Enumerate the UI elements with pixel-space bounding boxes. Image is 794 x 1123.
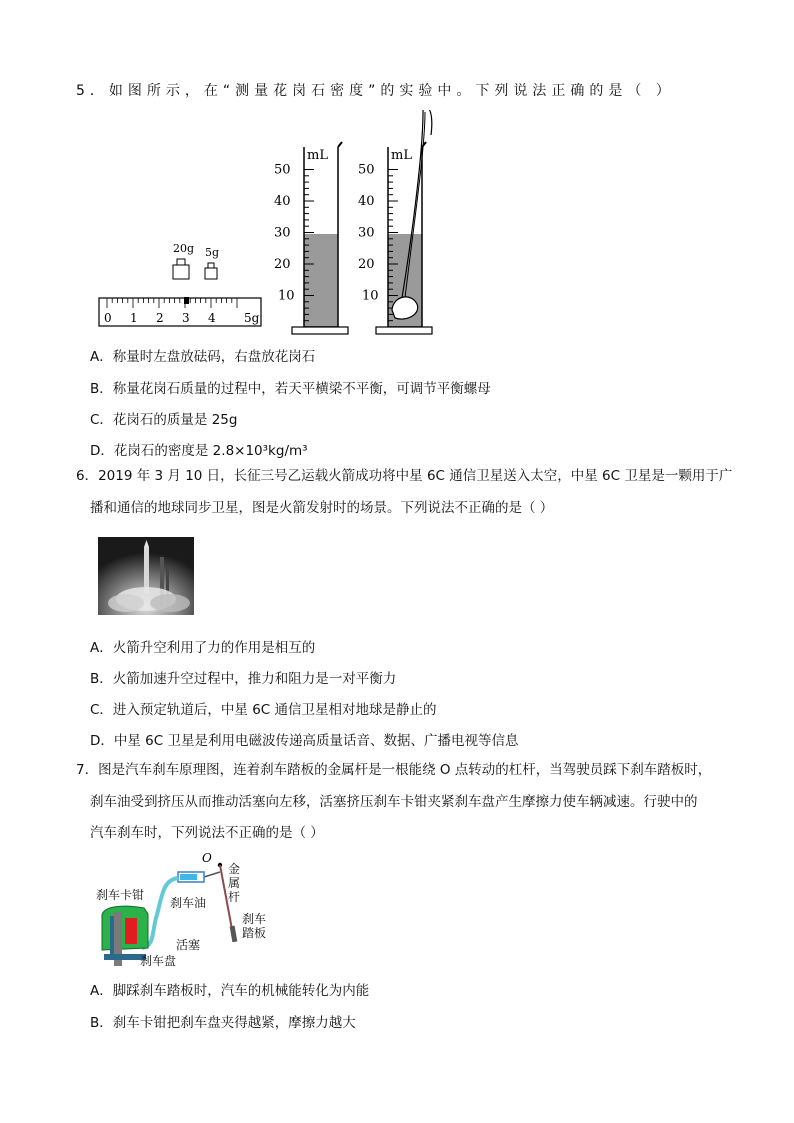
weight-20g-label: 20g: [173, 242, 195, 255]
cylinder-number: 30: [274, 225, 291, 241]
piston-label: 活塞: [176, 938, 201, 952]
cylinder-before-unit: mL: [307, 148, 328, 163]
cylinder-number: 50: [358, 162, 375, 178]
cylinder-before: [292, 142, 348, 334]
scale-number: 4: [208, 311, 216, 325]
q5-option-c: C．花岗石的质量是 25g: [90, 412, 238, 428]
disc-label: 刹车盘: [140, 954, 177, 968]
cylinder-number: 20: [274, 257, 291, 272]
balance-scale: [99, 297, 261, 326]
q6-option-a: A．火箭升空利用了力的作用是相互的: [90, 640, 316, 656]
pivot-label: O: [202, 851, 212, 865]
weight-5g-label: 5g: [205, 246, 220, 259]
q5-stem: 5．如图所示，在“测量花岗石密度”的实验中。下列说法正确的是（ ）: [76, 83, 675, 99]
brake-pedal-icon: [230, 926, 238, 943]
q5-option-d: D．花岗石的密度是 2.8×10³kg/m³: [90, 443, 308, 459]
brake-caliper-icon: [102, 906, 148, 950]
pedal-label: 刹车 踏板: [242, 912, 267, 940]
scale-number: 0: [104, 311, 112, 325]
scale-number: 3: [182, 311, 190, 325]
cylinder-number: 50: [274, 162, 291, 178]
q7-stem-line-1: 7．图是汽车刹车原理图，连着刹车踏板的金属杆是一根能绕 O 点转动的杠杆，当驾驶员踩下刹车踏板时，: [76, 762, 712, 778]
q6-option-d: D．中星 6C 卫星是利用电磁波传递高质量话音、数据、广播电视等信息: [90, 733, 519, 749]
cylinder-number: 30: [358, 225, 375, 241]
oil-label: 刹车油: [170, 896, 207, 910]
scale-number: 2: [156, 311, 164, 325]
piston-icon: [125, 918, 137, 944]
q6-option-c: C．进入预定轨道后，中星 6C 通信卫星相对地球是静止的: [90, 702, 437, 718]
rod-label: 金 属 杆: [228, 862, 241, 904]
brake-diagram: [92, 848, 282, 973]
rocket-icon: [144, 547, 149, 593]
q6-stem-line-2: 播和通信的地球同步卫星，图是火箭发射时的场景。下列说法不正确的是（ ）: [90, 500, 554, 516]
caliper-label: 刹车卡钳: [96, 888, 145, 902]
cylinder-after: [376, 110, 432, 334]
q7-option-b: B．刹车卡钳把刹车盘夹得越紧，摩擦力越大: [90, 1015, 356, 1031]
rider-marker: [184, 297, 189, 304]
cylinder-number: 40: [274, 194, 291, 209]
q7-option-a: A．脚踩刹车踏板时，汽车的机械能转化为内能: [90, 983, 370, 999]
q6-option-b: B．火箭加速升空过程中，推力和阻力是一对平衡力: [90, 671, 397, 687]
q5-option-b: B．称量花岗石质量的过程中，若天平横梁不平衡，可调节平衡螺母: [90, 381, 491, 397]
weight-5g-icon: [205, 263, 217, 279]
cylinder-after-unit: mL: [391, 148, 412, 163]
q6-stem-line-1: 6．2019 年 3 月 10 日，长征三号乙运载火箭成功将中星 6C 通信卫星送入太空，中星 6C 卫星是一颗用于广: [76, 468, 733, 484]
q7-stem-line-2: 刹车油受到挤压从而推动活塞向左移，活塞挤压刹车卡钳夹紧刹车盘产生摩擦力使车辆减速。行驶中的: [90, 794, 698, 810]
cylinder-number: 10: [278, 288, 295, 304]
q5-figure: [95, 110, 440, 335]
cylinder-number: 20: [358, 257, 375, 272]
scale-number: 1: [130, 311, 138, 325]
q7-stem-line-3: 汽车刹车时，下列说法不正确的是（ ）: [90, 825, 324, 841]
rocket-launch-photo: [98, 537, 194, 615]
cylinder-number: 40: [358, 194, 375, 209]
q5-option-a: A．称量时左盘放砝码，右盘放花岗石: [90, 349, 316, 365]
weight-20g-icon: [173, 259, 189, 279]
scale-number: 5g: [244, 311, 260, 325]
cylinder-number: 10: [362, 288, 379, 304]
